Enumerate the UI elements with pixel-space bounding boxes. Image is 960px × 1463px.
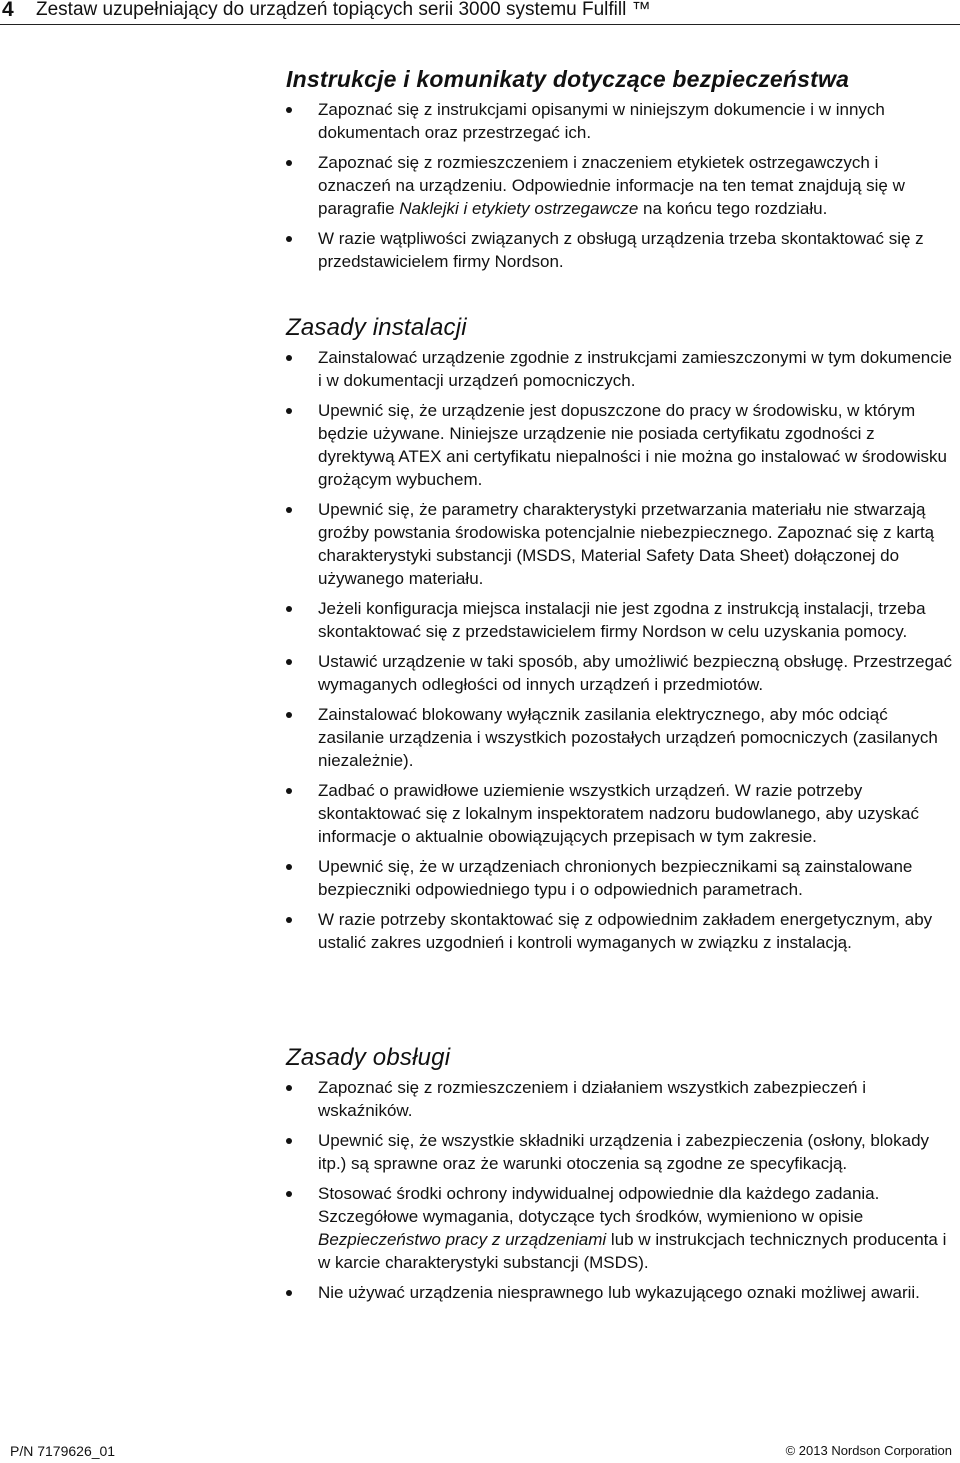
list-item [286,1182,954,1274]
list-item-text: Stosować środki ochrony indywidualnej odpowiednie dla każdego zadania. Szczegółowe wymagania, dotyczące tych środków, wymieniono w opisie [318,1184,880,1226]
list-item: Ustawić urządzenie w taki sposób, aby umożliwić bezpieczną obsługę. Przestrzegać wymaganych odległości od innych urządzeń i przedmiotów. [286,650,954,696]
section-heading-installation: Zasady instalacji [286,314,467,341]
part-number: P/N 7179626_01 [10,1443,116,1459]
list-item-text: Zapoznać się z rozmieszczeniem i znaczeniem etykietek ostrzegawczych i oznaczeń na urządzeniu. Odpowiednie informacje na ten temat znajdują się w paragrafie [318,153,905,218]
copyright: © 2013 Nordson Corporation [785,1443,952,1458]
list-item-text: lub w instrukcjach technicznych producenta i w karcie charakterystyki substancji (MSDS). [318,1230,947,1272]
list-item-text: na końcu tego rozdziału. [638,199,828,218]
italic-reference: Naklejki i etykiety ostrzegawcze [399,199,639,218]
list-item: Jeżeli konfiguracja miejsca instalacji nie jest zgodna z instrukcją instalacji, trzeba skontaktować się z przedstawicielem firmy Nordson w celu uzyskania pomocy. [286,597,954,643]
list-item [286,151,954,220]
list-item: Upewnić się, że w urządzeniach chronionych bezpiecznikami są zainstalowane bezpieczniki odpowiedniego typu i o odpowiednich parametrach. [286,855,954,901]
list-item: Upewnić się, że urządzenie jest dopuszczone do pracy w środowisku, w którym będzie używane. Niniejsze urządzenie nie posiada certyfikatu zgodności z dyrektywą ATEX ani certyfikatu niepalności i nie można go instalować w środowisku grożącym wybuchem. [286,399,954,491]
page-number: 4 [2,0,14,21]
list-item: W razie wątpliwości związanych z obsługą urządzenia trzeba skontaktować się z przedstawicielem firmy Nordson. [286,227,954,273]
list-item: Zainstalować blokowany wyłącznik zasilania elektrycznego, aby móc odciąć zasilanie urządzenia i wszystkich pozostałych urządzeń pomocniczych (zasilanych niezależnie). [286,703,954,772]
list-item: Zapoznać się z instrukcjami opisanymi w niniejszym dokumencie i w innych dokumentach oraz przestrzegać ich. [286,98,954,144]
italic-reference: Bezpieczeństwo pracy z urządzeniami [318,1230,607,1249]
list-item: Zadbać o prawidłowe uziemienie wszystkich urządzeń. W razie potrzeby skontaktować się z lokalnym inspektoratem nadzoru budowlanego, aby uzyskać informacje o aktualnie obowiązujących przepisach w tym zakresie. [286,779,954,848]
page-header [0,0,960,25]
list-item: Zapoznać się z rozmieszczeniem i działaniem wszystkich zabezpieczeń i wskaźników. [286,1076,954,1122]
running-title: Zestaw uzupełniający do urządzeń topiących serii 3000 systemu Fulfill ™ [36,0,651,20]
section-heading-operation: Zasady obsługi [286,1044,451,1071]
list-item: Upewnić się, że parametry charakterystyki przetwarzania materiału nie stwarzają groźby powstania środowiska potencjalnie niebezpiecznego. Zapoznać się z kartą charakterystyki substancji (MSDS, Material Safety Data Sheet) dołączonej do używanego materiału. [286,498,954,590]
section-heading-safety: Instrukcje i komunikaty dotyczące bezpieczeństwa [286,66,850,92]
list-item: Nie używać urządzenia niesprawnego lub wykazującego oznaki możliwej awarii. [286,1281,954,1304]
safety-list [286,98,954,280]
operation-list [286,1076,954,1311]
list-item: Upewnić się, że wszystkie składniki urządzenia i zabezpieczenia (osłony, blokady itp.) są sprawne oraz że warunki otoczenia są zgodne ze specyfikacją. [286,1129,954,1175]
list-item: W razie potrzeby skontaktować się z odpowiednim zakładem energetycznym, aby ustalić zakres uzgodnień i kontroli wymaganych w związku z instalacją. [286,908,954,954]
list-item: Zainstalować urządzenie zgodnie z instrukcjami zamieszczonymi w tym dokumencie i w dokumentacji urządzeń pomocniczych. [286,346,954,392]
installation-list [286,346,954,961]
